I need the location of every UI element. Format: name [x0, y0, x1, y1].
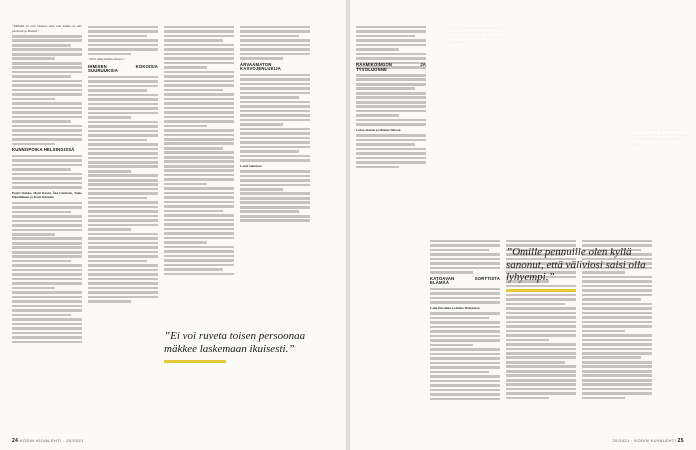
- photo-caption-top: Eemeli ei haluaisi palata esiintymään nuoruutensa rooleihinsa. Hän ei osta elämäänsä, eikä hänellä ole aikaa olla juhlittavana.: [448, 26, 504, 44]
- right-column-1b: [356, 60, 426, 250]
- footer-text-right: 20/2021 · KODIN KUVALEHTI: [612, 438, 677, 443]
- names-paragraph-2: Lauri Salmisen: [240, 163, 262, 168]
- section-heading-katoavan: KATOAVAN SORTTISTA ELÄMÄÄ: [430, 275, 500, 286]
- right-quote-accent-bar: [506, 289, 576, 292]
- left-column-1: [12, 24, 82, 424]
- photo-caption-side: Antti Myyrikään ei ole kuullut hänen kohtansa vanhoja nimiä. Mikään ei ole niin kaunista kuin kesäinen järven ranta.: [632, 128, 688, 146]
- section-heading-raamikoingon: RAAMIKOINGON JA TYVOLUONNE: [356, 62, 426, 72]
- column-1-intro: ”Mökillä on niin mukava olla, kun kaikki on niin pienessä ja lähellä.”: [12, 24, 82, 33]
- left-footer: [12, 438, 84, 444]
- left-pull-quote: [164, 330, 314, 363]
- page-number-left: 24: [12, 438, 19, 444]
- section-heading-ihmisen: IHMISEN KOKOISIA SUURUUKSIA: [88, 63, 158, 74]
- names-paragraph: Pentti Sinkko, Matti Ranin, Åke Lindman, Tapio Hämäläinen ja Kosti Klemelä: [12, 190, 82, 200]
- page-number-right: 25: [677, 438, 684, 444]
- footer-text-left: KODIN KUVALEHTI · 20/2021: [19, 438, 84, 443]
- section-heading-kunnopoika: KUNNOPOIKA HELSINGISSÄ: [12, 147, 75, 153]
- right-pull-quote-text: ”Omille pennuille olen kyllä sanonut, että väliviosi saisi olla lyhyempi.”: [506, 246, 646, 283]
- right-footer: [612, 438, 684, 444]
- right-column-2: [430, 238, 500, 428]
- right-pull-quote: [506, 246, 656, 292]
- right-page: [350, 0, 696, 450]
- quote-accent-bar: [164, 360, 226, 363]
- left-column-4: [240, 24, 310, 424]
- left-page: [0, 0, 346, 450]
- left-column-2: [88, 24, 158, 424]
- names-paragraph-right-2: Laila Havukka ja Reino Helismaan: [430, 305, 480, 310]
- left-column-3: [164, 24, 234, 424]
- section-heading-arvaamaton: ARVAAMATON KASVOJENLUKIJA: [240, 61, 281, 72]
- pull-quote-text: ”Ei voi ruveta toisen persoonaa mäkkee laskemaan ikuisesti.”: [164, 330, 306, 355]
- names-paragraph-right: Lukas Rautio ja Helena Nilsson: [356, 127, 401, 132]
- column-2-quote: ”Olen siitä todella iloinen.”: [88, 57, 126, 62]
